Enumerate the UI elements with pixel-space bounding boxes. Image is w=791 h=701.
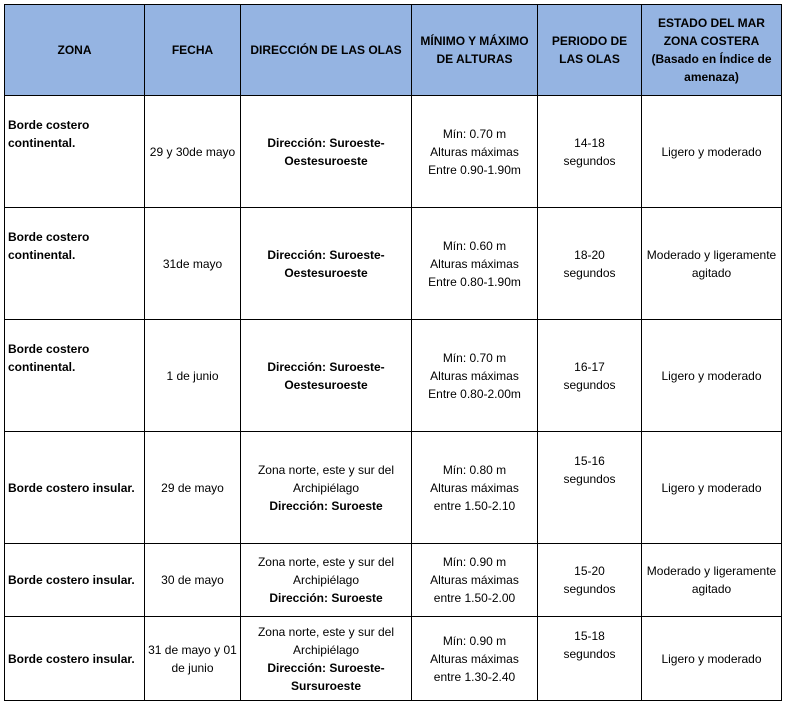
altura-min: Mín: 0.80 m (442, 462, 507, 477)
periodo-value: 15-16 (574, 454, 605, 468)
periodo-unit: segundos (563, 472, 616, 486)
zona-cell: Borde costero insular. (5, 544, 145, 617)
direccion-zona-text: Zona norte, este y sur del Archipiélago (257, 462, 395, 495)
fecha-cell: 29 y 30de mayo (145, 96, 241, 208)
estado-cell: Moderado y ligeramente agitado (642, 544, 782, 617)
table-row (5, 617, 782, 701)
alturas-cell (412, 208, 538, 320)
table-row (5, 544, 782, 617)
fecha-cell: 29 de mayo (145, 432, 241, 544)
direccion-cell (241, 617, 412, 701)
alturas-cell (412, 320, 538, 432)
periodo-value: 15-18 (574, 629, 605, 643)
direccion-cell (241, 432, 412, 544)
direccion-text: Dirección: Suroeste (269, 591, 383, 605)
header-zona: ZONA (5, 5, 145, 96)
wave-forecast-table (4, 4, 782, 701)
direccion-zona-text: Zona norte, este y sur del Archipiélago (257, 555, 395, 587)
periodo-value: 14-18 (574, 135, 605, 150)
estado-cell: Ligero y moderado (642, 96, 782, 208)
periodo-cell (538, 320, 642, 432)
alturas-cell (412, 432, 538, 544)
altura-min: Mín: 0.70 m (442, 350, 507, 365)
altura-rango: entre 1.30-2.40 (433, 669, 516, 684)
periodo-cell (538, 208, 642, 320)
periodo-unit: segundos (563, 265, 616, 280)
periodo-cell (538, 617, 642, 701)
altura-min: Mín: 0.90 m (442, 633, 507, 648)
periodo-unit: segundos (563, 377, 616, 392)
fecha-cell: 1 de junio (145, 320, 241, 432)
altura-label: Alturas máximas (430, 368, 519, 383)
direccion-cell (241, 320, 412, 432)
periodo-value: 16-17 (574, 359, 605, 374)
alturas-cell (412, 544, 538, 617)
estado-cell: Moderado y ligeramente agitado (642, 208, 782, 320)
altura-rango: Entre 0.80-2.00m (428, 386, 521, 401)
zona-cell: Borde costero continental. (5, 208, 145, 320)
direccion-text: Dirección: Suroeste-Oestesuroeste (267, 247, 385, 280)
periodo-cell (538, 432, 642, 544)
zona-cell: Borde costero insular. (5, 432, 145, 544)
direccion-cell (241, 544, 412, 617)
zona-cell: Borde costero continental. (5, 320, 145, 432)
header-alturas: MÍNIMO Y MÁXIMO DE ALTURAS (412, 5, 538, 96)
zona-cell: Borde costero insular. (5, 617, 145, 701)
direccion-text: Dirección: Suroeste (269, 498, 383, 513)
header-row (5, 5, 782, 96)
altura-label: Alturas máximas (430, 573, 519, 587)
direccion-text: Dirección: Suroeste-Oestesuroeste (267, 135, 385, 168)
periodo-unit: segundos (563, 647, 616, 661)
periodo-cell (538, 96, 642, 208)
estado-cell: Ligero y moderado (642, 617, 782, 701)
estado-cell: Ligero y moderado (642, 320, 782, 432)
direccion-cell (241, 208, 412, 320)
alturas-cell (412, 617, 538, 701)
zona-cell: Borde costero continental. (5, 96, 145, 208)
header-fecha: FECHA (145, 5, 241, 96)
header-direccion: DIRECCIÓN DE LAS OLAS (241, 5, 412, 96)
header-estado-line1: ESTADO DEL MAR (658, 16, 765, 30)
altura-rango: entre 1.50-2.00 (433, 591, 516, 605)
header-periodo: PERIODO DE LAS OLAS (538, 5, 642, 96)
altura-rango: entre 1.50-2.10 (433, 498, 516, 513)
altura-min: Mín: 0.60 m (442, 238, 507, 253)
periodo-cell (538, 544, 642, 617)
header-estado-line3: (Basado en Índice de amenaza) (651, 52, 772, 84)
direccion-text: Dirección: Suroeste-Sursuroeste (267, 660, 385, 693)
altura-label: Alturas máximas (430, 256, 519, 271)
periodo-unit: segundos (563, 582, 616, 596)
table-row (5, 320, 782, 432)
altura-label: Alturas máximas (430, 144, 519, 159)
header-estado-line2: ZONA COSTERA (663, 34, 760, 48)
direccion-cell (241, 96, 412, 208)
altura-rango: Entre 0.90-1.90m (428, 162, 521, 177)
fecha-cell: 30 de mayo (145, 544, 241, 617)
altura-rango: Entre 0.80-1.90m (428, 274, 521, 289)
altura-label: Alturas máximas (430, 480, 519, 495)
table-row (5, 432, 782, 544)
periodo-value: 18-20 (574, 247, 605, 262)
periodo-unit: segundos (563, 153, 616, 168)
periodo-value: 15-20 (574, 564, 605, 578)
altura-min: Mín: 0.90 m (442, 555, 507, 569)
table-row (5, 96, 782, 208)
fecha-cell: 31de mayo (145, 208, 241, 320)
table-row (5, 208, 782, 320)
direccion-text: Dirección: Suroeste-Oestesuroeste (267, 359, 385, 392)
altura-min: Mín: 0.70 m (442, 126, 507, 141)
estado-cell: Ligero y moderado (642, 432, 782, 544)
alturas-cell (412, 96, 538, 208)
altura-label: Alturas máximas (430, 651, 519, 666)
header-estado (642, 5, 782, 96)
direccion-zona-text: Zona norte, este y sur del Archipiélago (257, 624, 395, 657)
fecha-cell: 31 de mayo y 01 de junio (145, 617, 241, 701)
